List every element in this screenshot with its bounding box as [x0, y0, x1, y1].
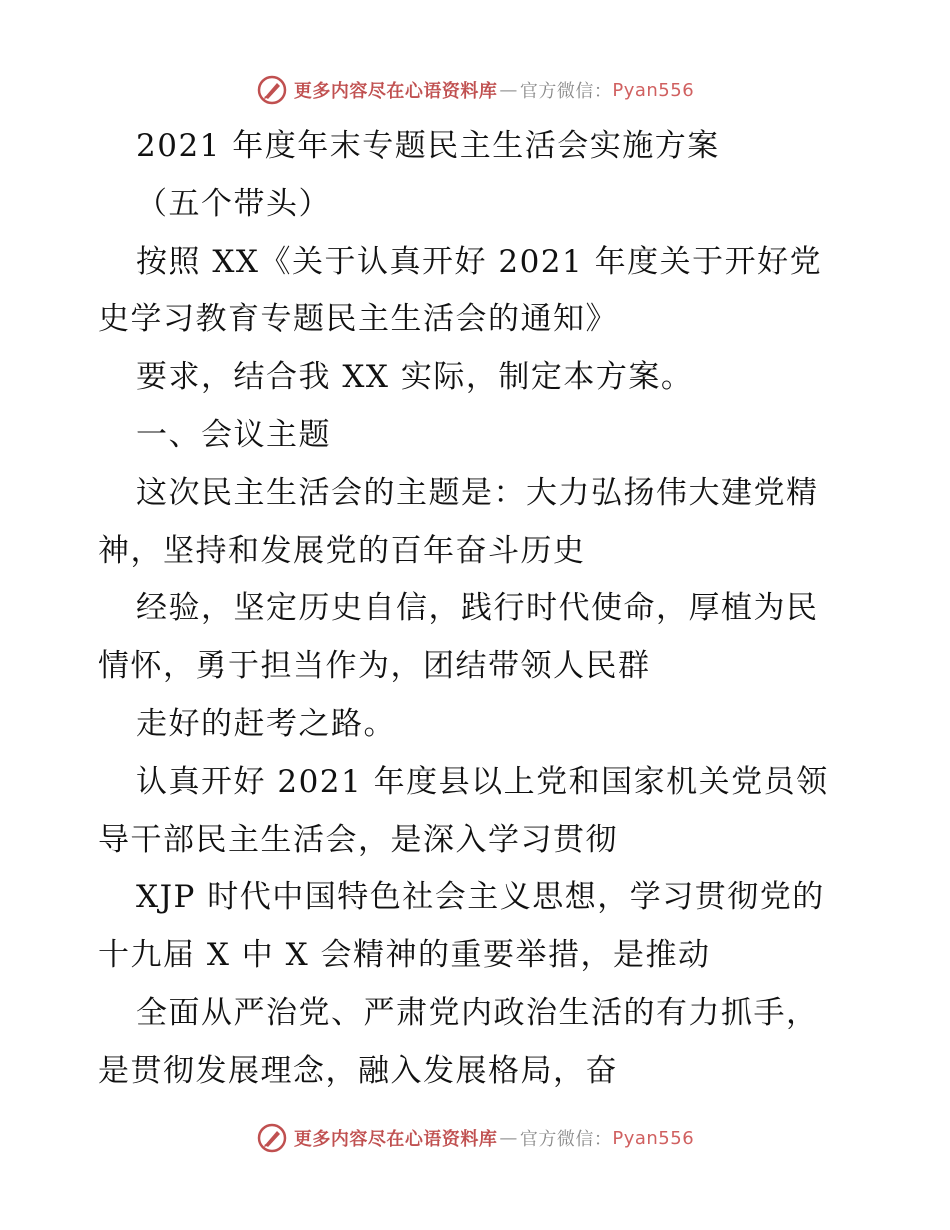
watermark-text: 更多内容尽在心语资料库	[293, 1129, 498, 1150]
watermark-header	[0, 70, 950, 110]
doc-line: 走好的赶考之路。	[136, 705, 396, 742]
watermark-id: Pyan556	[612, 1127, 695, 1149]
doc-line: 按照 XX《关于认真开好 2021 年度关于开好党	[136, 243, 823, 280]
watermark-separator: —	[499, 1127, 518, 1149]
doc-line: 史学习教育专题民主生活会的通知》	[98, 301, 618, 338]
pen-in-circle-logo-icon	[256, 1122, 288, 1154]
doc-line: 情怀，勇于担当作为，团结带领人民群	[98, 648, 651, 685]
doc-line: 这次民主生活会的主题是：大力弘扬伟大建党精	[136, 474, 819, 511]
doc-line: 导干部民主生活会，是深入学习贯彻	[98, 821, 618, 858]
doc-title: 2021 年度年末专题民主生活会实施方案	[136, 128, 720, 164]
watermark-label: 官方微信：	[519, 1129, 613, 1150]
watermark-separator: —	[499, 79, 518, 101]
doc-line: 是贯彻发展理念，融入发展格局，奋	[98, 1052, 618, 1089]
watermark-text: 更多内容尽在心语资料库	[293, 81, 498, 102]
doc-line: 神，坚持和发展党的百年奋斗历史	[98, 532, 586, 569]
pen-in-circle-logo-icon	[256, 74, 288, 106]
doc-subtitle: （五个带头）	[136, 185, 331, 222]
doc-line: 十九届 X 中 X 会精神的重要举措，是推动	[98, 937, 711, 974]
doc-line: 全面从严治党、严肃党内政治生活的有力抓手，	[136, 994, 819, 1031]
watermark-id: Pyan556	[612, 79, 695, 101]
watermark-footer	[0, 1118, 950, 1158]
doc-line: 认真开好 2021 年度县以上党和国家机关党员领	[136, 763, 829, 800]
section-heading: 一、会议主题	[136, 416, 331, 453]
doc-line: 要求，结合我 XX 实际，制定本方案。	[136, 359, 694, 396]
doc-line: 经验，坚定历史自信，践行时代使命，厚植为民	[136, 590, 819, 627]
watermark-label: 官方微信：	[519, 81, 613, 102]
document-body	[98, 118, 858, 1101]
doc-line: XJP 时代中国特色社会主义思想，学习贯彻党的	[136, 879, 825, 916]
